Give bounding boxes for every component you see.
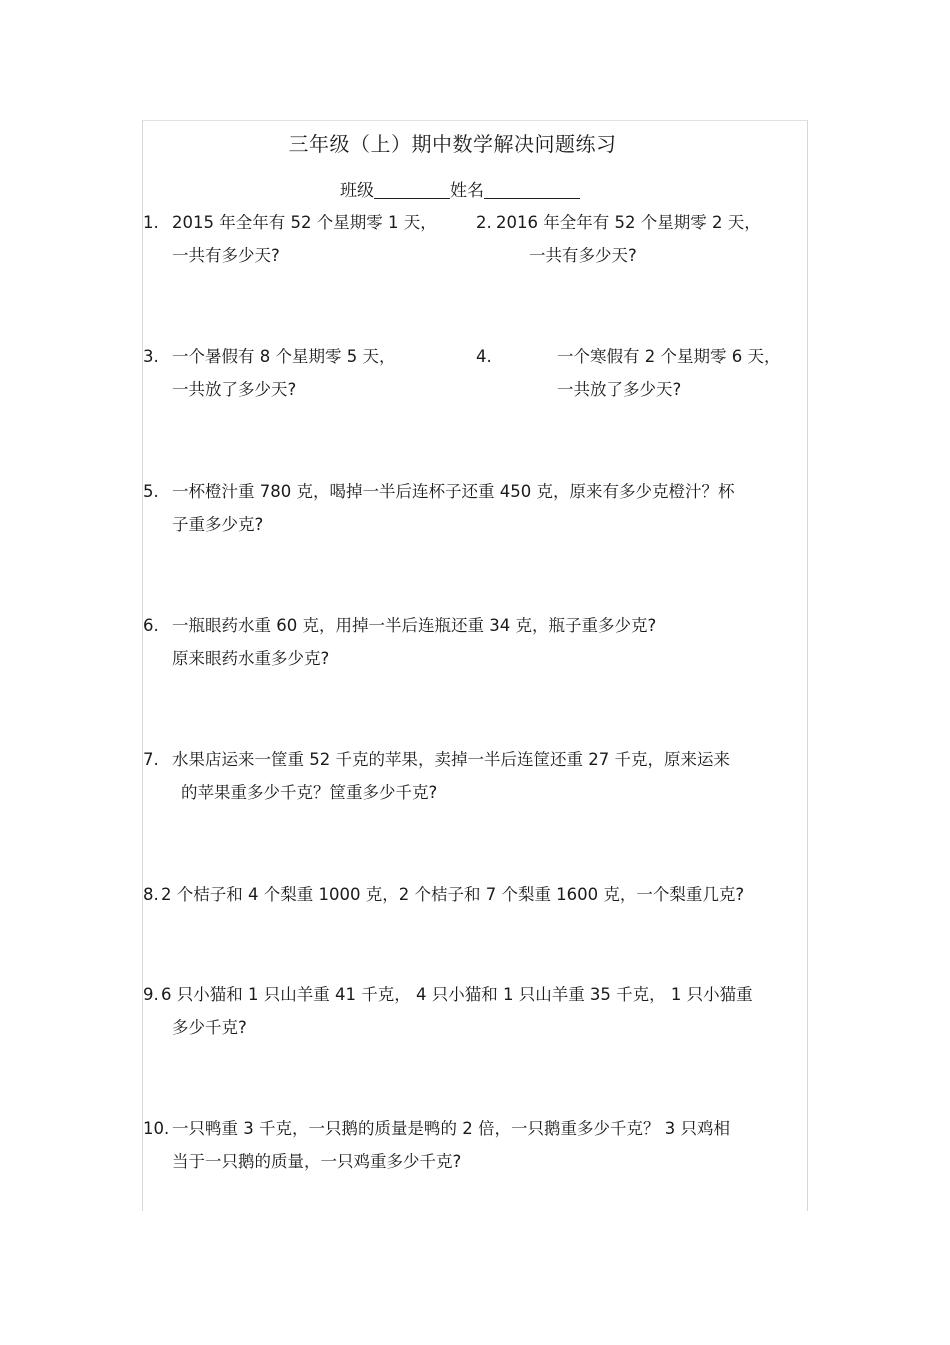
question-text: 一共有多少天? bbox=[172, 246, 280, 265]
question-number: 4. bbox=[476, 347, 492, 366]
question-text: 一瓶眼药水重 60 克，用掉一半后连瓶还重 34 克，瓶子重多少克? bbox=[172, 616, 657, 635]
question-6 bbox=[143, 609, 656, 675]
question-text: 原来眼药水重多少克? bbox=[172, 649, 330, 668]
question-number: 3. bbox=[143, 347, 159, 366]
name-label: 姓名 bbox=[450, 181, 484, 201]
question-text: 的苹果重多少千克？筐重多少千克? bbox=[181, 783, 438, 802]
question-number: 8. bbox=[143, 885, 159, 904]
name-blank-field[interactable] bbox=[484, 180, 580, 199]
question-10 bbox=[143, 1112, 730, 1178]
class-label: 班级 bbox=[340, 181, 374, 201]
question-number: 5. bbox=[143, 482, 159, 501]
question-7 bbox=[143, 743, 730, 809]
question-text: 6 只小猫和 1 只山羊重 41 千克， 4 只小猫和 1 只山羊重 35 千克， 1 只小猫重 bbox=[161, 985, 753, 1004]
question-8 bbox=[143, 878, 744, 911]
question-text: 多少千克? bbox=[172, 1018, 247, 1037]
class-blank-field[interactable] bbox=[374, 180, 450, 199]
question-text: 2 个桔子和 4 个梨重 1000 克，2 个桔子和 7 个梨重 1600 克，一个梨重几克? bbox=[161, 885, 745, 904]
question-text: 水果店运来一筐重 52 千克的苹果，卖掉一半后连筐还重 27 千克，原来运来 bbox=[172, 750, 730, 769]
question-text: 一共放了多少天? bbox=[172, 380, 297, 399]
question-number: 1. bbox=[143, 213, 159, 232]
question-number: 7. bbox=[143, 750, 159, 769]
question-text: 子重多少克? bbox=[172, 515, 264, 534]
question-number: 2. bbox=[476, 213, 492, 232]
question-5 bbox=[143, 475, 734, 541]
question-text: 一共有多少天? bbox=[529, 246, 637, 265]
question-text: 一个暑假有 8 个星期零 5 天， bbox=[172, 347, 396, 366]
question-3 bbox=[143, 340, 395, 406]
page-title: 三年级（上）期中数学解决问题练习 bbox=[288, 132, 617, 156]
question-number: 9. bbox=[143, 985, 159, 1004]
question-text: 当于一只鹅的质量，一只鸡重多少千克? bbox=[172, 1152, 462, 1171]
question-text: 2016 年全年有 52 个星期零 2 天， bbox=[496, 213, 761, 232]
question-text: 一杯橙汁重 780 克，喝掉一半后连杯子还重 450 克，原来有多少克橙汁？杯 bbox=[172, 482, 735, 501]
question-1 bbox=[143, 206, 437, 272]
question-number: 6. bbox=[143, 616, 159, 635]
question-number: 10. bbox=[143, 1119, 170, 1138]
question-text: 一共放了多少天? bbox=[557, 380, 682, 399]
question-2 bbox=[476, 206, 761, 272]
student-info-line bbox=[340, 176, 580, 201]
question-text: 一只鸭重 3 千克，一只鹅的质量是鸭的 2 倍，一只鹅重多少千克？ 3 只鸡相 bbox=[172, 1119, 730, 1138]
question-9 bbox=[143, 978, 753, 1044]
question-text: 2015 年全年有 52 个星期零 1 天， bbox=[172, 213, 437, 232]
question-4 bbox=[476, 340, 780, 406]
question-text: 一个寒假有 2 个星期零 6 天， bbox=[557, 347, 781, 366]
